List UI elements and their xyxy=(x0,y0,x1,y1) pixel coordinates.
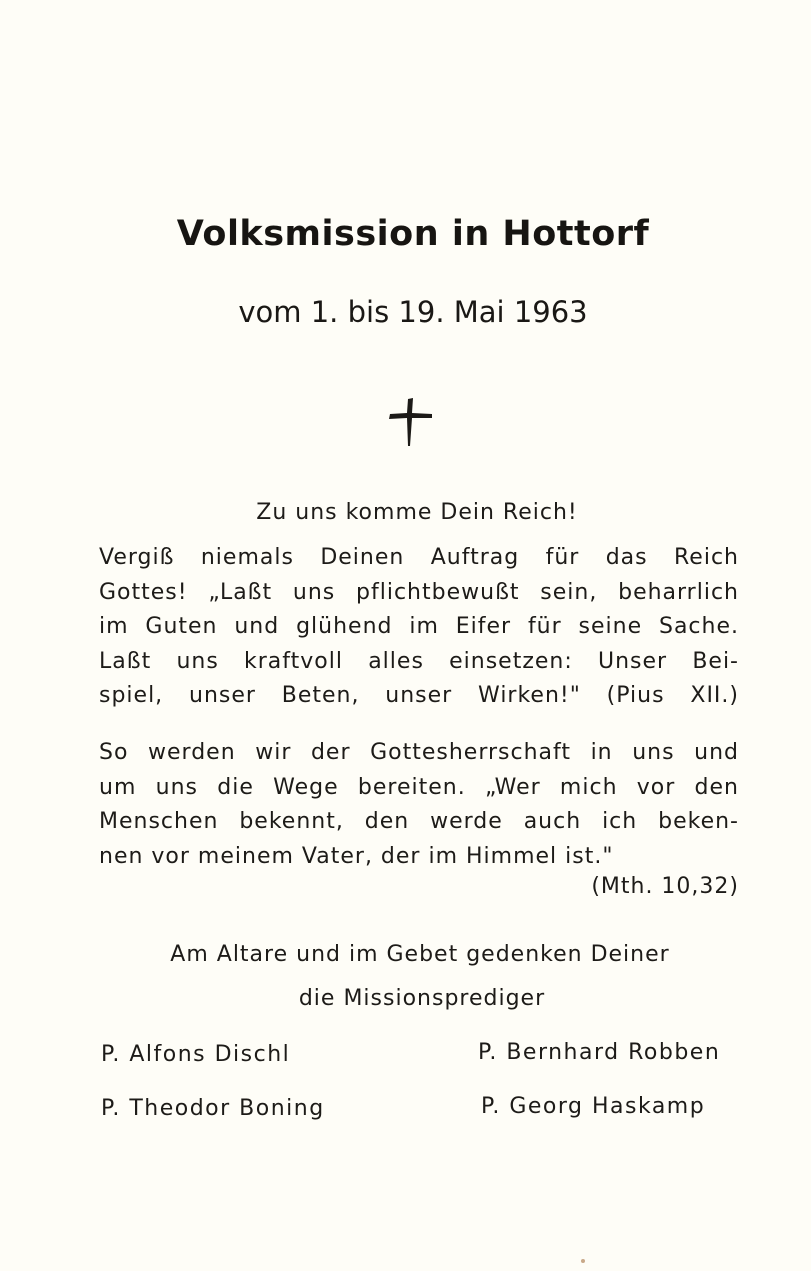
text-line: So werden wir der Gottesherrschaft in uns und xyxy=(99,740,739,765)
text-line: Gottes! „Laßt uns pflichtbewußt sein, beharrlich xyxy=(99,579,739,605)
preacher-name: P. Theodor Boning xyxy=(101,1096,325,1121)
preacher-name: P. Bernhard Robben xyxy=(478,1040,721,1065)
text-line: Menschen bekennt, den werde auch ich beken- xyxy=(99,809,739,834)
paper-speck xyxy=(581,1259,585,1263)
preacher-name: P. Alfons Dischl xyxy=(101,1042,291,1067)
scripture-reference: (Mth. 10,32) xyxy=(591,874,739,899)
text-line: nen vor meinem Vater, der im Himmel ist." xyxy=(99,843,614,869)
text-line: spiel, unser Beten, unser Wirken!" (Pius XII.) xyxy=(99,683,739,708)
text-line: Vergiß niemals Deinen Auftrag für das Reich xyxy=(99,545,739,570)
text-line: Laßt uns kraftvoll alles einsetzen: Unser Bei- xyxy=(99,648,739,674)
preacher-name: P. Georg Haskamp xyxy=(481,1094,706,1119)
closing-line: Am Altare und im Gebet gedenken Deiner xyxy=(170,942,670,967)
card-date-range: vom 1. bis 19. Mai 1963 xyxy=(238,295,588,329)
paragraph-appeal xyxy=(99,541,739,714)
text-line: um uns die Wege bereiten. „Wer mich vor den xyxy=(99,774,739,800)
closing-line-preachers: die Missionsprediger xyxy=(298,986,546,1011)
latin-cross-icon xyxy=(388,397,434,447)
motto: Zu uns komme Dein Reich! xyxy=(256,500,578,525)
text-line: im Guten und glühend im Eifer für seine Sache. xyxy=(99,614,739,639)
paragraph-scripture xyxy=(99,736,739,874)
card-title: Volksmission in Hottorf xyxy=(176,214,650,254)
